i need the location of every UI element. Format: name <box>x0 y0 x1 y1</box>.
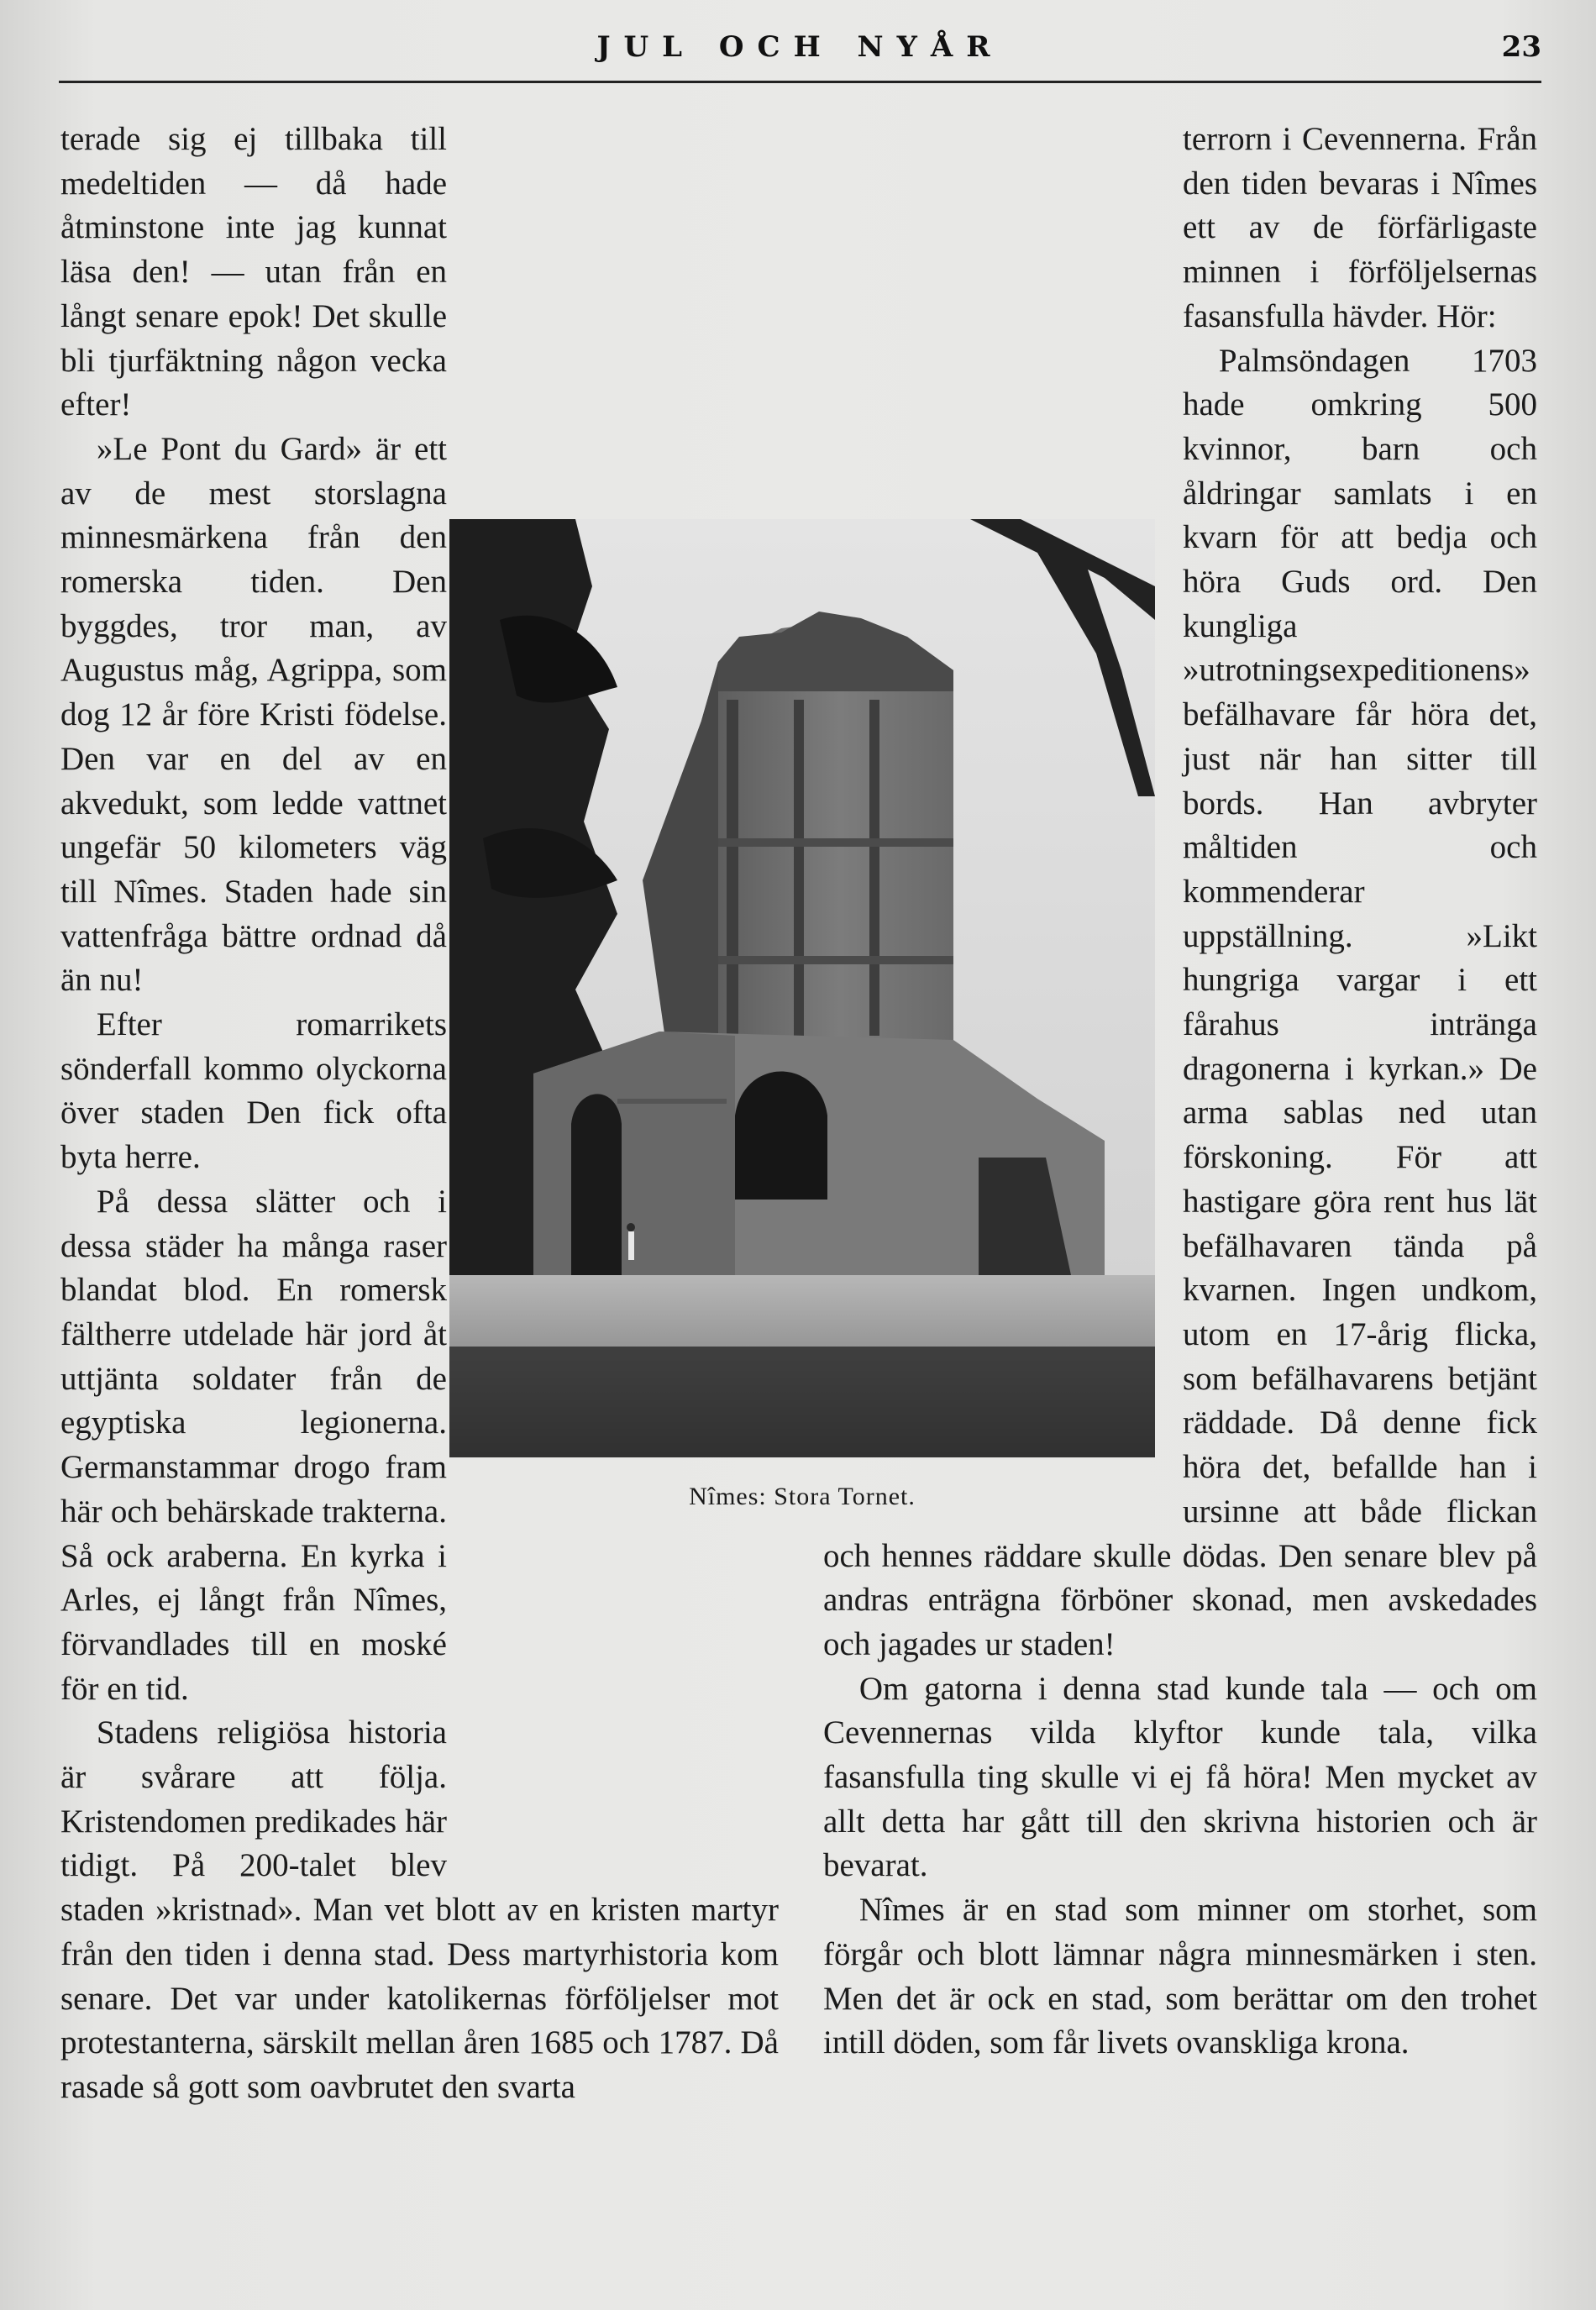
paragraph: terade sig ej tillbaka till medeltiden — då hade åtminstone inte jag kunnat läsa den! — utan från en långt senare epok! Det skulle bli tjurfäktning någon vecka efter! <box>60 121 447 423</box>
paragraph: Om gatorna i denna stad kunde tala — och om Cevennernas vilda klyftor kunde tala, vilka fasansfulla ting skulle vi ej få höra! Men mycket av allt detta har gått till den skrivna historien och är bevarat. <box>823 1670 1537 1884</box>
running-title: JUL OCH NYÅR <box>596 30 1004 64</box>
paragraph: Palmsöndagen 1703 hade omkring 500 kvinnor, barn och åldringar samlats i en kvarn för att bedja och höra Guds ord. Den kungliga »utrotningsexpeditionens» befälhavare får höra det, just när han sitter till bords. Han avbryter måltiden och kommenderar uppställning. »Likt hungriga vargar i ett fårahus inträngа dragonerna i kyrkan.» De arma sablas ned utan förskoning. För att hastigare göra rent hus lät befälhavaren tända på kvarnen. Ingen undkom, utom en 17-årig flicka, som befälhavarens betjänt räddade. Då denne fick höra det, befallde han i ursinne att både flickan och hennes räddare skulle dödas. Den senare blev på andras enträgna förböner skonad, men avskedades och jagades ur staden! <box>823 342 1537 1662</box>
paragraph: terrorn i Cevennerna. Från den tiden bevaras i Nîmes ett av de förfärligaste minnen i förföljelsernas fasansfulla hävder. Hör: <box>1183 121 1537 334</box>
paragraph: »Le Pont du Gard» är ett av de mest storslagna minnesmärkena från den romerska tiden. Den byggdes, tror man, av Augustus måg, Agrippa, som dog 12 år före Kristi födelse. Den var en del av en akvedukt, som ledde vattnet ungefär 50 kilometers väg till Nîmes. Staden hade sin vattenfråga bättre ordnad då än nu! <box>60 430 447 999</box>
paragraph: Nîmes är en stad som minner om storhet, som förgår och blott lämnar några minnesmärken i sten. Men det är ock en stad, som berättar om den trohet intill döden, som får livets ovanskliga krona. <box>823 1892 1537 2061</box>
header-rule <box>59 81 1541 83</box>
paragraph: Efter romarrikets sönderfall kommo olyckorna över staden Den fick ofta byta herre. <box>60 1006 447 1176</box>
figure-caption: Nîmes: Stora Tornet. <box>689 1483 916 1510</box>
page-number: 23 <box>1501 30 1541 64</box>
tower-photo <box>449 519 1155 1457</box>
page-header <box>59 25 1541 82</box>
paragraph: Stadens religiösa historia är svårare att följa. Kristendomen predikades här tidigt. På 200-talet blev staden »kristnad». Man vet blott av en kristen martyr från den tiden i denna stad. Dess martyrhistoria kom senare. Det var under katolikernas förföljelser mot protestanterna, särskilt mellan åren 1685 och 1787. Då rasade så gott som oavbrutet den svarta <box>60 1714 779 2105</box>
paragraph: På dessa slätter och i dessa städer ha många raser blandat blod. En romersk fältherre utdelade här jord åt uttjänta soldater från de egyptiska legionerna. Germanstammar drogo fram här och behärskade trakterna. Så ock araberna. En kyrka i Arles, ej långt från Nîmes, förvandlades till en moské för en tid. <box>60 1183 447 1707</box>
